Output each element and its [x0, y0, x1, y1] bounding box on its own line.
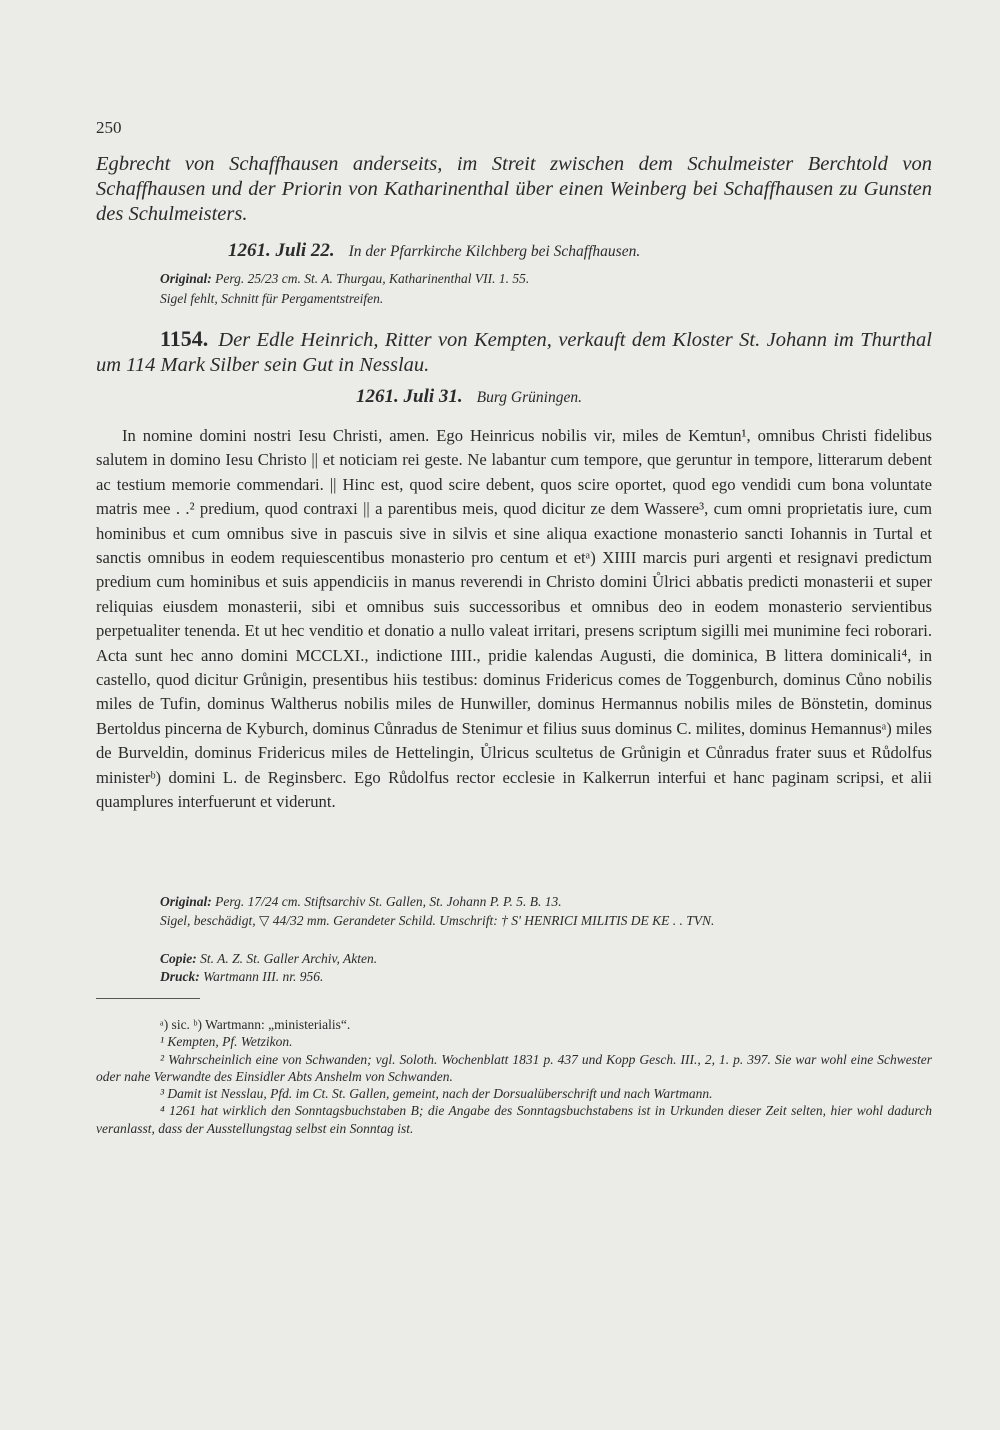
prev-doc-place: In der Pfarrkirche Kilchberg bei Schaffhausen. — [348, 243, 641, 260]
prev-doc-original-text: Perg. 25/23 cm. St. A. Thurgau, Katharinenthal VII. 1. 55. — [215, 271, 530, 286]
doc-druck-text: Wartmann III. nr. 956. — [203, 969, 324, 984]
prev-doc-date: 1261. Juli 22. — [228, 240, 335, 261]
prev-doc-seal: Sigel fehlt, Schnitt für Pergamentstreifen. — [160, 291, 384, 306]
prev-doc-dateline — [228, 240, 928, 263]
doc-original — [160, 893, 930, 910]
doc-druck-label: Druck: — [160, 969, 200, 984]
footnotes — [96, 1016, 932, 1137]
footnote-divider — [96, 998, 200, 999]
doc-druck — [160, 968, 930, 985]
footnote-1: ¹ Kempten, Pf. Wetzikon. — [160, 1034, 293, 1050]
doc-dateline — [356, 386, 856, 409]
doc-summary: Der Edle Heinrich, Ritter von Kempten, verkauft dem Kloster St. Johann im Thurthal um 114 Mark Silber sein Gut in Nesslau. — [96, 329, 932, 376]
prev-doc-original-label: Original: — [160, 271, 212, 286]
doc-summary-block — [96, 326, 932, 378]
doc-date: 1261. Juli 31. — [356, 386, 463, 407]
footnote-4: ⁴ 1261 hat wirklich den Sonntagsbuchstaben B; die Angabe des Sonntagsbuchstabens ist in Urkunden dieser Zeit selten, hier wohl dadurch veranlasst, dass der Ausstellungstag selbst ein Sonntag ist. — [96, 1103, 932, 1136]
doc-original-text: Perg. 17/24 cm. Stiftsarchiv St. Gallen, St. Johann P. P. 5. B. 13. — [215, 894, 562, 909]
page-number: 250 — [96, 118, 122, 137]
doc-place: Burg Grüningen. — [476, 389, 582, 406]
doc-copie — [160, 950, 930, 967]
doc-seal: Sigel, beschädigt, ▽ 44/32 mm. Gerandeter Schild. Umschrift: † S' HENRICI MILITIS DE KE . . TVN. — [160, 913, 715, 928]
doc-number: 1154. — [160, 326, 209, 351]
prev-doc-summary: Egbrecht von Schaffhausen anderseits, im Streit zwischen dem Schulmeister Berchtold von Schaffhausen und der Priorin von Katharinenthal über einen Weinberg bei Schaffhausen zu Gunsten des Schulmeisters. — [96, 153, 932, 225]
doc-original-label: Original: — [160, 894, 212, 909]
prev-doc-original — [160, 270, 930, 287]
footnote-2: ² Wahrscheinlich eine von Schwanden; vgl. Soloth. Wochenblatt 1831 p. 437 und Kopp Gesch. III., 2, 1. p. 397. Sie war wohl eine Schwester oder nahe Verwandte des Einsidler Abts Anshelm von Schwanden. — [96, 1051, 932, 1084]
footnote-3: ³ Damit ist Nesslau, Pfd. im Ct. St. Gallen, gemeint, nach der Dorsualüberschrift und nach Wartmann. — [160, 1086, 713, 1102]
doc-copie-label: Copie: — [160, 951, 197, 966]
doc-copie-text: St. A. Z. St. Galler Archiv, Akten. — [200, 951, 378, 966]
doc-body-text: In nomine domini nostri Iesu Christi, amen. Ego Heinricus nobilis vir, miles de Kemtun¹, omnibus Christi fidelibus salutem in domino Iesu Christo || et noticiam rei geste. Ne labantur cum tempore, que geruntur in tempore, litterarum debent ac testium memorie commendari. || Hinc est, quod scire debent, quos scire oportet, quod ego vendidi cum bona voluntate matris mee . .² predium, quod contraxi || a parentibus meis, quod dicitur ze dem Wassere³, cum omni proprietatis iure, cum hominibus et cum omnibus sive in pascuis sive in silvis et sine aliqua exactione monasterio sancti Iohannis in Turtal et sanctis omnibus in eodem requiescentibus monasterio pro centum et etᵃ) XIIII marcis puri argenti et resignavi predictum predium cum hominibus et suis appendiciis in manus reverendi in Christo domini Ůlrici abbatis predicti monasterii et super reliquias eiusdem monasterii, sibi et omnibus suis successoribus et omnibus deo in eodem monasterio servientibus perpetualiter tenenda. Et ut hec venditio et donatio a nullo valeat irritari, presens scriptum sigilli mei munimine feci roborari. Acta sunt hec anno domini MCCLXI., indictione IIII., pridie kalendas Augusti, die dominica, B littera dominicali⁴, in castello, quod dicitur Grůnigin, presentibus hiis testibus: dominus Fridericus comes de Toggenburch, dominus Cůno nobilis miles de Tufin, dominus Waltherus nobilis miles de Hunwiller, dominus Hermannus nobilis miles de Bönstetin, dominus Bertoldus pincerna de Kyburch, dominus Cůnradus de Stenimur et filius suus dominus C. milites, dominus Hemannusᵃ) miles de Burveldin, dominus Fridericus miles de Hettelingin, Ůlricus scultetus de Grůnigin et Cůnradus frater suus et Růdolfus ministerᵇ) domini L. de Reginsberc. Ego Růdolfus rector ecclesie in Kalkerrun interfui et hanc paginam scripsi, et alii quamplures interfuerunt et viderunt. — [96, 426, 932, 812]
footnote-a-b: ᵃ) sic. ᵇ) Wartmann: „ministerialis“. — [160, 1017, 351, 1032]
